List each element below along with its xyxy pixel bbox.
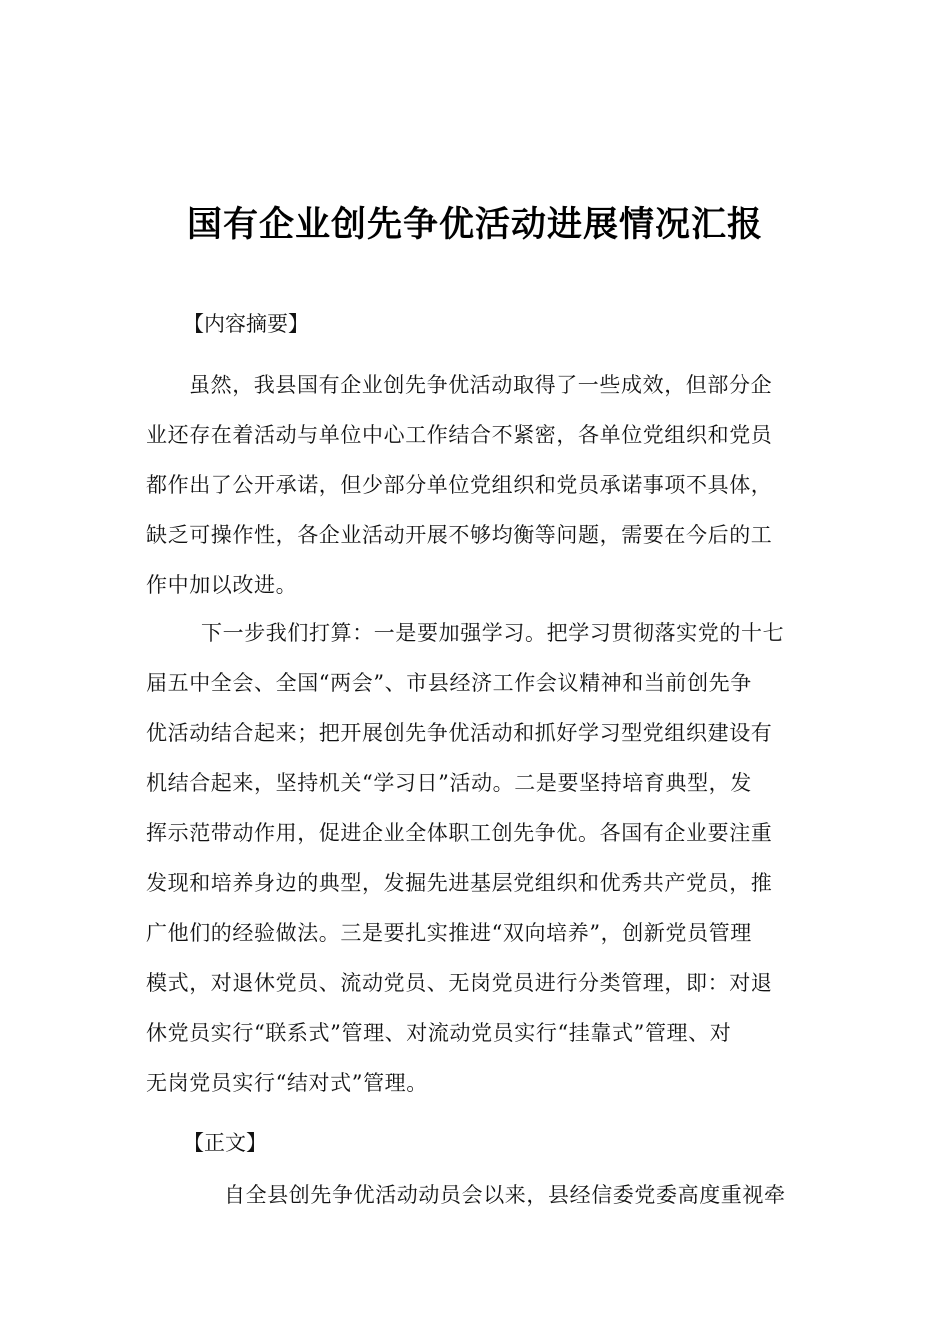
document-title: 国有企业创先争优活动进展情况汇报 [186,205,763,245]
paragraph-line: 作中加以改进。 [146,573,298,597]
paragraph-line: 发现和培养身边的典型，发掘先进基层党组织和优秀共产党员，推 [146,871,773,895]
paragraph-line: 自全县创先争优活动动员会以来，县经信委党委高度重视牵 [224,1183,786,1207]
paragraph-line: 广他们的经验做法。三是要扎实推进“双向培养”，创新党员管理 [146,921,752,945]
paragraph-line: 虽然，我县国有企业创先争优活动取得了一些成效，但部分企 [189,373,773,397]
abstract-heading: 【内容摘要】 [183,312,309,336]
paragraph-line: 优活动结合起来；把开展创先争优活动和抓好学习型党组织建设有 [146,721,773,745]
paragraph-line: 届五中全会、全国“两会”、市县经济工作会议精神和当前创先争 [146,671,752,695]
abstract-paragraph-1 [146,360,806,610]
abstract-paragraph-2 [146,608,806,1108]
paragraph-line: 缺乏可操作性，各企业活动开展不够均衡等问题，需要在今后的工 [146,523,773,547]
paragraph-line: 无岗党员实行“结对式”管理。 [146,1071,428,1095]
paragraph-line: 下一步我们打算：一是要加强学习。把学习贯彻落实党的十七 [201,621,785,645]
paragraph-line: 都作出了公开承诺，但少部分单位党组织和党员承诺事项不具体， [146,473,773,497]
body-paragraph-1 [146,1170,806,1220]
paragraph-line: 机结合起来，坚持机关“学习日”活动。二是要坚持培育典型，发 [146,771,752,795]
paragraph-line: 休党员实行“联系式”管理、对流动党员实行“挂靠式”管理、对 [146,1021,732,1045]
paragraph-line: 业还存在着活动与单位中心工作结合不紧密，各单位党组织和党员 [146,423,773,447]
paragraph-line: 挥示范带动作用，促进企业全体职工创先争优。各国有企业要注重 [146,821,773,845]
body-heading: 【正文】 [183,1131,267,1155]
paragraph-line: 模式，对退休党员、流动党员、无岗党员进行分类管理，即：对退 [146,971,773,995]
